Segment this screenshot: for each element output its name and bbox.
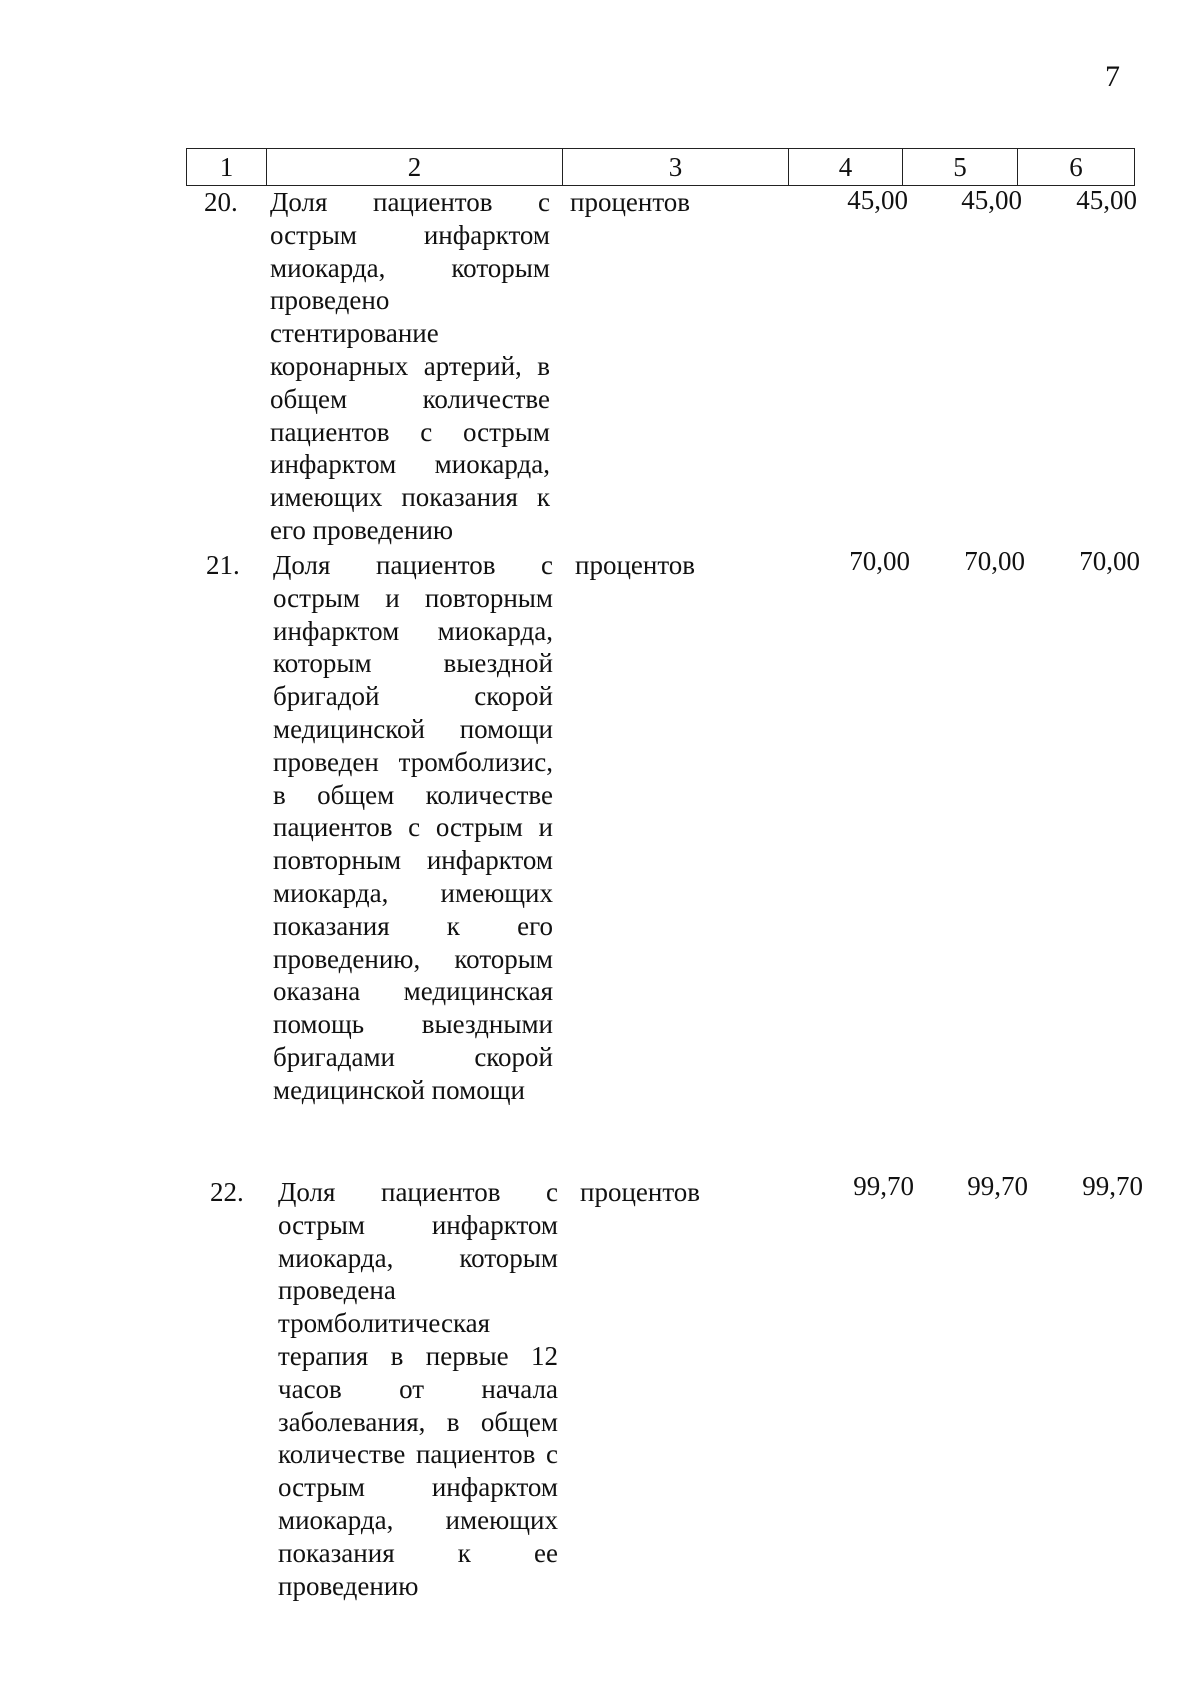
header-col-4: 4 (789, 149, 903, 185)
row-number: 20. (204, 187, 238, 217)
value-col-4: 99,70 (853, 1171, 914, 1201)
unit-cell: процентов (575, 550, 696, 580)
value-col-6: 99,70 (1082, 1171, 1143, 1201)
page-number: 7 (1105, 60, 1120, 93)
value-col-6: 45,00 (1076, 185, 1137, 215)
row-number: 22. (210, 1177, 244, 1207)
value-col-6: 70,00 (1079, 546, 1140, 576)
header-col-1: 1 (187, 149, 267, 185)
table-header-row (186, 148, 1135, 186)
value-col-5: 45,00 (961, 185, 1022, 215)
value-col-4: 70,00 (849, 546, 910, 576)
indicator-text: Доля пациентов с острым инфарктом миокарда, которым проведено стентирование коронарных артерий, в общем количестве пациентов с острым инфарктом миокарда, имеющих показания к его проведению (270, 187, 550, 545)
indicator-text: Доля пациентов с острым и повторным инфарктом миокарда, которым выездной бригадой скорой медицинской помощи проведен тромболизис, в общем количестве пациентов с острым и повторным инфарктом миокарда, имеющих показания к его проведению, которым оказана медицинская помощь выездными бригадами скорой медицинской помощи (273, 550, 553, 1105)
header-col-2: 2 (267, 149, 563, 185)
unit-cell: процентов (570, 187, 691, 217)
value-col-4: 45,00 (847, 185, 908, 215)
header-col-5: 5 (903, 149, 1018, 185)
header-col-3: 3 (563, 149, 789, 185)
unit-cell: процентов (580, 1177, 701, 1207)
row-number: 21. (206, 550, 240, 580)
header-col-6: 6 (1069, 152, 1083, 182)
value-col-5: 70,00 (964, 546, 1025, 576)
indicator-text: Доля пациентов с острым инфарктом миокарда, которым проведена тромболитическая терапия в первые 12 часов от начала заболевания, в общем количестве пациентов с острым инфарктом миокарда, имеющих показания к ее проведению (278, 1177, 558, 1601)
value-col-5: 99,70 (967, 1171, 1028, 1201)
